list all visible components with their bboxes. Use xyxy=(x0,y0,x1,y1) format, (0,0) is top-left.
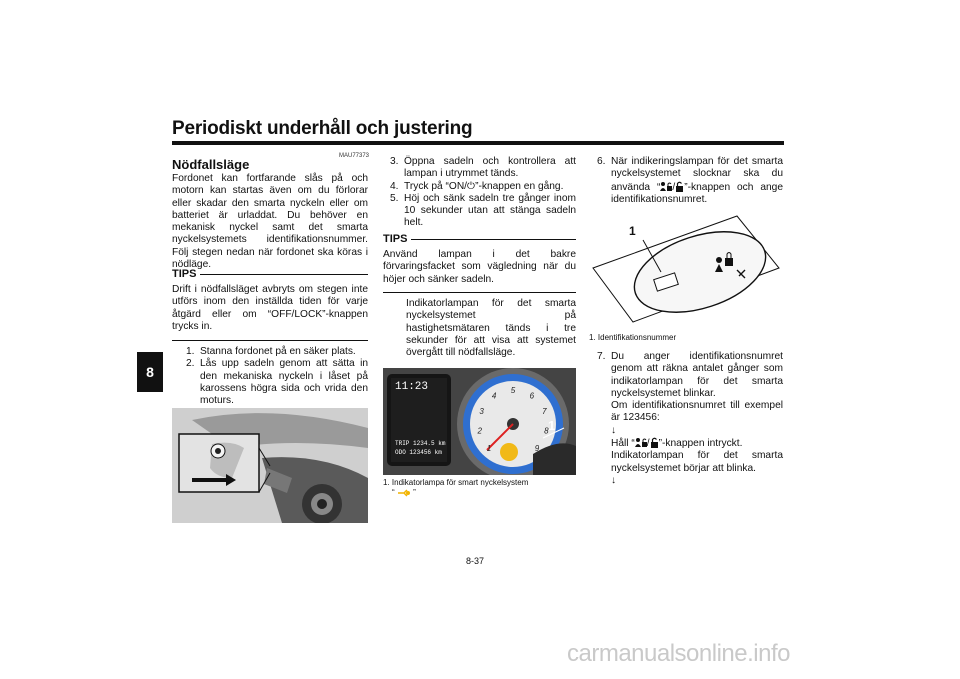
gauge-tick-label: 8 xyxy=(544,426,549,436)
tips-rule-2 xyxy=(383,292,576,293)
key-tag-callout: 1 xyxy=(629,224,636,238)
page-title: Periodiskt underhåll och justering xyxy=(172,118,473,139)
step7-text-4: Indikatorlampan för det smarta nyckelsystemet börjar att blinka. xyxy=(611,450,783,474)
tips-rule-1 xyxy=(172,340,368,341)
indicator-paragraph: Indikatorlampan för det smarta nyckelsystemet på hastighetsmätaren tänds i tre sekunder för att visa att systemet övergått till nödfallsläge. xyxy=(406,298,576,359)
section-heading: Nödfallsläge xyxy=(172,157,250,172)
gauge-tick-label: 2 xyxy=(477,426,482,436)
gauge-tick-label: 5 xyxy=(510,386,516,395)
padlock-icon xyxy=(675,181,684,192)
callout-number: 1 xyxy=(548,418,556,433)
step-item: 2. Lås upp sadeln genom att sätta in den mekaniska nyckeln i låset på karossens högra sida och vrida den moturs. xyxy=(186,358,368,407)
step-item: 3. Öppna sadeln och kontrollera att lampan i utrymmet tänds. xyxy=(390,156,576,180)
section-tab: 8 xyxy=(137,352,163,392)
padlock-icon xyxy=(650,437,659,448)
gauge-tick-label: 9 xyxy=(534,444,540,453)
tips-heading-1 xyxy=(172,268,368,280)
clock-display: 11:23 xyxy=(395,381,429,393)
seat-lock-illustration xyxy=(172,408,368,523)
tips-text-1: Drift i nödfallsläget avbryts om stegen inte utförs inom den inställda tiden för varje åtgärd eller om “OFF/LOCK”-knappen trycks in. xyxy=(172,284,368,332)
unlock-person-icon xyxy=(635,437,647,448)
step-item: 7. Du anger identifikationsnumret genom att räkna antalet gånger som indikatorlampan för det smarta nyckelsystemet blinkar. Om identifikationsnumret till exempel är 123456: ↓ Håll “ / ”-knappen intryckt. Indikatorlampan för det smarta nyckelsystemet börjar att blinka. ↓ xyxy=(597,351,783,486)
watermark: carmanualsonline.info xyxy=(567,640,790,667)
caption-line-1: 1. Indikatorlampa för smart nyckelsystem xyxy=(383,478,529,487)
down-arrow: ↓ xyxy=(611,424,617,436)
unlock-person-icon xyxy=(660,181,672,192)
dashboard-caption xyxy=(383,478,576,498)
steps-3-5 xyxy=(390,156,576,230)
tips-heading-2 xyxy=(383,233,576,245)
step-item: 4. Tryck på “ON/⏻”-knappen en gång. xyxy=(390,180,564,192)
doc-code: MAU77373 xyxy=(339,153,370,159)
gauge-tick-label: 3 xyxy=(479,407,484,416)
step-6 xyxy=(597,156,783,206)
tips-text-2: Använd lampan i det bakre förvaringsfacket som vägledning när du höjer och sänker sadeln. xyxy=(383,249,576,285)
step-item: 1. Stanna fordonet på en säker plats. xyxy=(186,346,356,357)
gauge-tick-label: 7 xyxy=(542,407,547,416)
gauge-tick-label: 1 xyxy=(486,444,492,453)
steps-1-2 xyxy=(186,346,368,407)
step7-text-2: Om identifikationsnumret till exempel är 123456: xyxy=(611,400,783,424)
key-tag-illustration xyxy=(589,212,783,328)
trip-display: TRIP 1234.5 km xyxy=(395,440,446,447)
caption-line-2: “ ” xyxy=(392,488,416,497)
key-tag-figure xyxy=(589,212,783,328)
gauge-tick-label: 6 xyxy=(529,391,535,401)
seat-lock-figure xyxy=(172,408,368,523)
step-item: 5. Höj och sänk sadeln tre gånger inom 10 sekunder utan att stänga sadeln helt. xyxy=(390,192,576,229)
step-7 xyxy=(597,351,783,487)
intro-paragraph: Fordonet kan fortfarande slås på och motorn kan startas även om du förlorar eller skadar den smarta nyckeln eller om batteriet är urladdat. Du behöver en mekanisk nyckel samt det smarta nyckelsystemets identifikationsnummer. Följ stegen nedan när fordonet ska köras i nödläge. xyxy=(172,173,368,271)
down-arrow: ↓ xyxy=(611,474,617,486)
tips-label: TIPS xyxy=(383,233,408,245)
smart-key-indicator-icon xyxy=(397,488,411,497)
gauge-tick-label: 4 xyxy=(491,391,497,401)
page-number: 8-37 xyxy=(466,556,485,566)
dashboard-figure xyxy=(383,368,576,475)
odo-display: ODO 123456 km xyxy=(395,449,442,456)
step-item: 6. När indikeringslampan för det smarta nyckelsystemet slocknar ska du använda “ / ”-knappen och ange identifikationsnumret. xyxy=(597,156,784,205)
step7-text-1: Du anger identifikationsnumret genom att räkna antalet gånger som indikatorlampan för det smarta nyckelsystemet blinkar. xyxy=(611,351,783,399)
tips-label: TIPS xyxy=(172,268,197,280)
title-rule xyxy=(172,141,784,145)
key-tag-caption: 1. Identifikationsnummer xyxy=(589,333,677,342)
